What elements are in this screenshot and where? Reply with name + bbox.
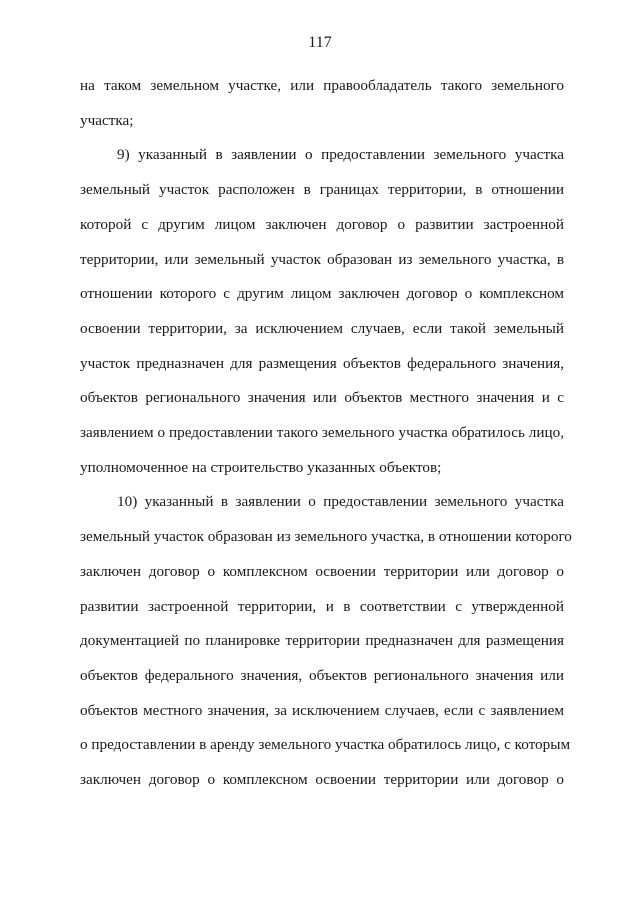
- document-body: [80, 69, 572, 798]
- text-line: территории, или земельный участок образован из земельного участка, в: [80, 250, 564, 268]
- text-line: отношении которого с другим лицом заключен договор о комплексном: [80, 285, 564, 303]
- text-line: заключен договор о комплексном освоении территории или договор о: [80, 771, 564, 789]
- text-line: уполномоченное на строительство указанных объектов;: [80, 458, 442, 476]
- text-line: документацией по планировке территории предназначен для размещения: [80, 632, 564, 650]
- paragraph-item-9: [80, 138, 564, 485]
- text-line: объектов местного значения, за исключением случаев, если с заявлением: [80, 701, 564, 719]
- text-line: участок предназначен для размещения объектов федерального значения,: [80, 354, 564, 372]
- text-line: земельный участок образован из земельного участка, в отношении которого: [80, 528, 572, 546]
- text-line: на таком земельном участке, или правообладатель такого земельного: [80, 77, 564, 94]
- text-line: участка;: [80, 111, 134, 129]
- text-line: земельный участок расположен в границах территории, в отношении: [80, 181, 564, 199]
- text-line: объектов федерального значения, объектов регионального значения или: [80, 666, 564, 684]
- text-line: объектов регионального значения или объектов местного значения и с: [80, 389, 564, 407]
- text-line: которой с другим лицом заключен договор о развитии застроенной: [80, 215, 564, 233]
- page-number: 117: [308, 34, 332, 51]
- text-line: заявлением о предоставлении такого земельного участка обратилось лицо,: [80, 424, 564, 442]
- text-line: о предоставлении в аренду земельного участка обратилось лицо, с которым: [80, 736, 571, 754]
- paragraph-item-10: [80, 485, 572, 797]
- text-line: освоении территории, за исключением случаев, если такой земельный: [80, 319, 564, 337]
- text-line: 9) указанный в заявлении о предоставлении земельного участка: [117, 146, 564, 164]
- text-line: развитии застроенной территории, и в соответствии с утвержденной: [80, 597, 564, 615]
- paragraph: [80, 69, 564, 138]
- text-line: 10) указанный в заявлении о предоставлении земельного участка: [117, 493, 564, 511]
- text-line: заключен договор о комплексном освоении территории или договор о: [80, 562, 564, 580]
